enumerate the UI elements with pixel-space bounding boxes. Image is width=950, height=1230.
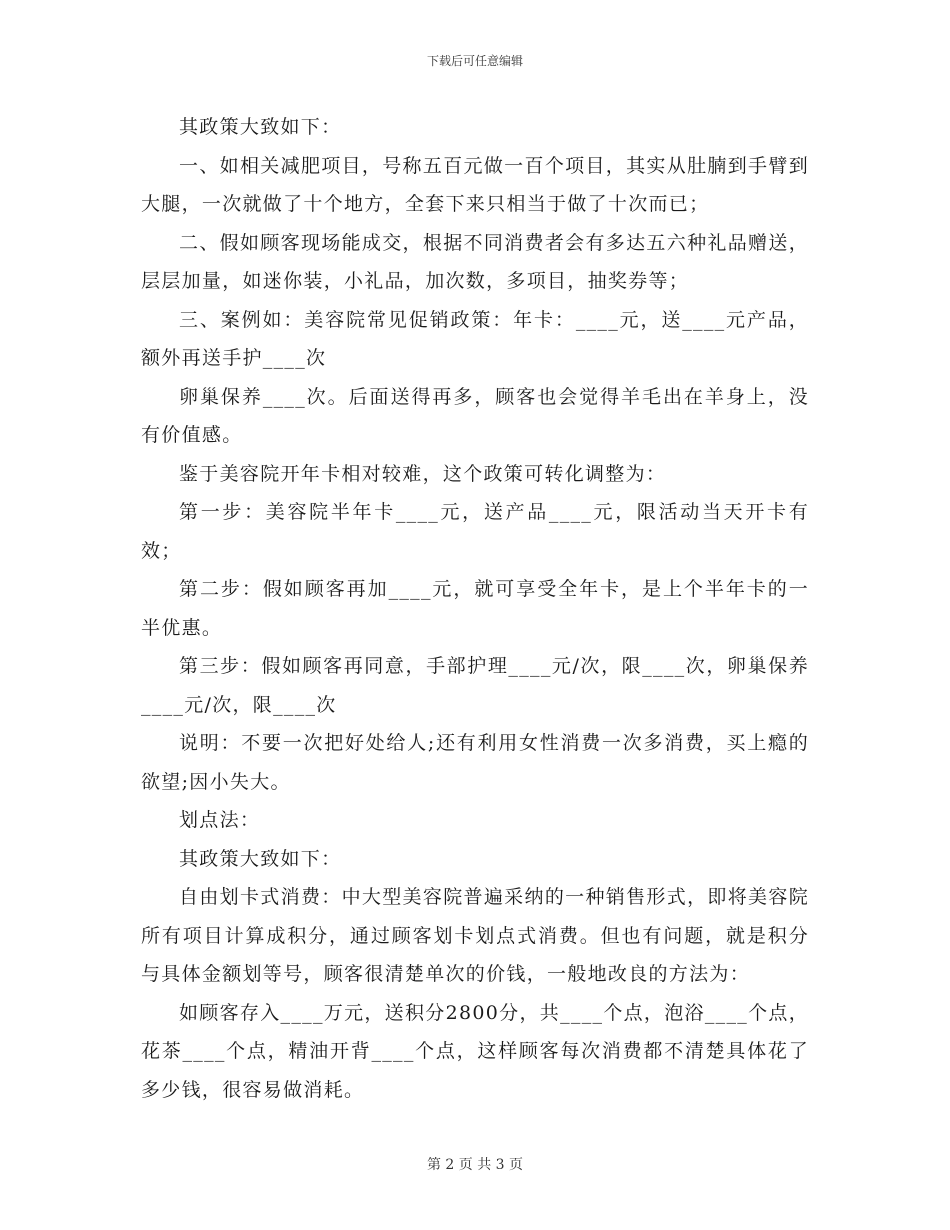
paragraph: 卵巢保养____次。后面送得再多，顾客也会觉得羊毛出在羊身上，没有价值感。 xyxy=(141,385,809,446)
paragraph: 鉴于美容院开年卡相对较难，这个政策可转化调整为： xyxy=(179,462,667,485)
document-body xyxy=(141,108,809,1109)
paragraph: 第二步：假如顾客再加____元，就可享受全年卡，是上个半年卡的一半优惠。 xyxy=(141,578,809,639)
paragraph: 如顾客存入____万元，送积分2800分，共____个点，泡浴____个点，花茶____个点，精油开背____个点，这样顾客每次消费都不清楚具体花了多少钱，很容易做消耗。 xyxy=(141,1001,809,1101)
paragraph: 自由划卡式消费：中大型美容院普遍采纳的一种销售形式，即将美容院所有项目计算成积分，通过顾客划卡划点式消费。但也有问题，就是积分与具体金额划等号，顾客很清楚单次的价钱，一般地改良的方法为： xyxy=(141,886,809,985)
paragraph: 二、假如顾客现场能成交，根据不同消费者会有多达五六种礼品赠送，层层加量，如迷你装，小礼品，加次数，多项目，抽奖券等； xyxy=(141,231,809,292)
paragraph: 三、案例如：美容院常见促销政策：年卡：____元，送____元产品，额外再送手护____次 xyxy=(141,308,809,369)
paragraph: 第三步：假如顾客再同意，手部护理____元/次，限____次，卵巢保养____元/次，限____次 xyxy=(141,655,809,716)
page-footer: 第 2 页 共 3 页 xyxy=(426,1157,524,1173)
page-header: 下载后可任意编辑 xyxy=(426,54,523,68)
paragraph: 其政策大致如下： xyxy=(179,847,342,870)
paragraph: 其政策大致如下： xyxy=(179,116,342,138)
paragraph: 说明：不要一次把好处给人;还有利用女性消费一次多消费，买上瘾的欲望;因小失大。 xyxy=(141,732,809,793)
paragraph: 划点法： xyxy=(179,809,261,831)
paragraph: 第一步：美容院半年卡____元，送产品____元，限活动当天开卡有效； xyxy=(141,501,809,562)
paragraph: 一、如相关减肥项目，号称五百元做一百个项目，其实从肚腩到手臂到大腿，一次就做了十个地方，全套下来只相当于做了十次而已； xyxy=(141,154,809,215)
